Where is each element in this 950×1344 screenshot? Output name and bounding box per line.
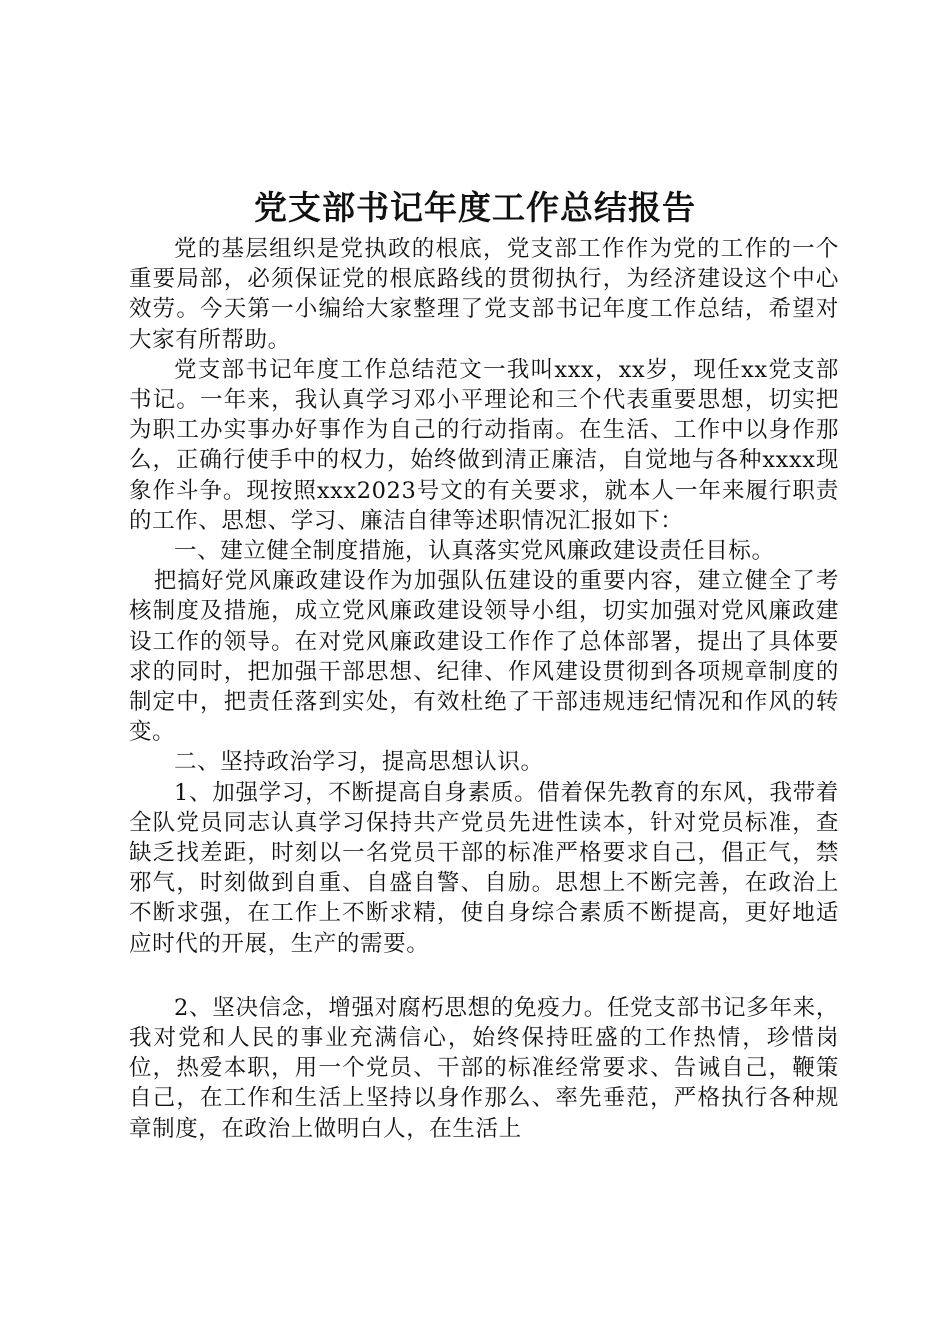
- paragraph-intro: 党的基层组织是党执政的根底，党支部工作作为党的工作的一个重要局部，必须保证党的根底路线的贯彻执行，为经济建设这个中心效劳。今天第一小编给大家整理了党支部书记年度工作总结，希望对大家有所帮助。: [129, 236, 839, 353]
- paragraph-point-2: 2、坚决信念，增强对腐朽思想的免疫力。任党支部书记多年来，我对党和人民的事业充满信心，始终保持旺盛的工作热情，珍惜岗位，热爱本职，用一个党员、干部的标准经常要求、告诫自己，鞭策自己，在工作和生活上坚持以身作那么、率先垂范，严格执行各种规章制度，在政治上做明白人，在生活上: [129, 994, 839, 1142]
- section-heading-2: 二、坚持政治学习，提高思想认识。: [174, 749, 544, 776]
- paragraph-self-introduction: 党支部书记年度工作总结范文一我叫xxx，xx岁，现任xx党支部书记。一年来，我认真学习邓小平理论和三个代表重要思想，切实把为职工办实事办好事作为自己的行动指南。在生活、工作中以身作那么，正确行使手中的权力，始终做到清正廉洁，自觉地与各种xxxx现象作斗争。现按照xxx2023号文的有关要求，就本人一年来履行职责的工作、思想、学习、廉洁自律等述职情况汇报如下：: [129, 356, 839, 534]
- paragraph-spacer: [129, 959, 839, 993]
- paragraph-section-1: 把搞好党风廉政建设作为加强队伍建设的重要内容，建立健全了考核制度及措施，成立党风廉政建设领导小组，切实加强对党风廉政建设工作的领导。在对党风廉政建设工作作了总体部署，提出了具体要求的同时，把加强干部思想、纪律、作风建设贯彻到各项规章制度的制定中，把责任落到实处，有效杜绝了干部违规违纪情况和作风的转变。: [129, 568, 839, 746]
- document-title: 党支部书记年度工作总结报告: [254, 188, 696, 227]
- section-heading-1: 一、建立健全制度措施，认真落实党风廉政建设责任目标。: [174, 538, 775, 565]
- document-body: [129, 234, 839, 1144]
- paragraph-point-1: 1、加强学习，不断提高自身素质。借着保先教育的东风，我带着全队党员同志认真学习保持共产党员先进性读本，针对党员标准，查缺乏找差距，时刻以一名党员干部的标准严格要求自己，倡正气，禁邪气，时刻做到自重、自盛自警、自励。思想上不断完善，在政治上不断求强，在工作上不断求精，使自身综合素质不断提高，更好地适应时代的开展，生产的需要。: [129, 779, 839, 957]
